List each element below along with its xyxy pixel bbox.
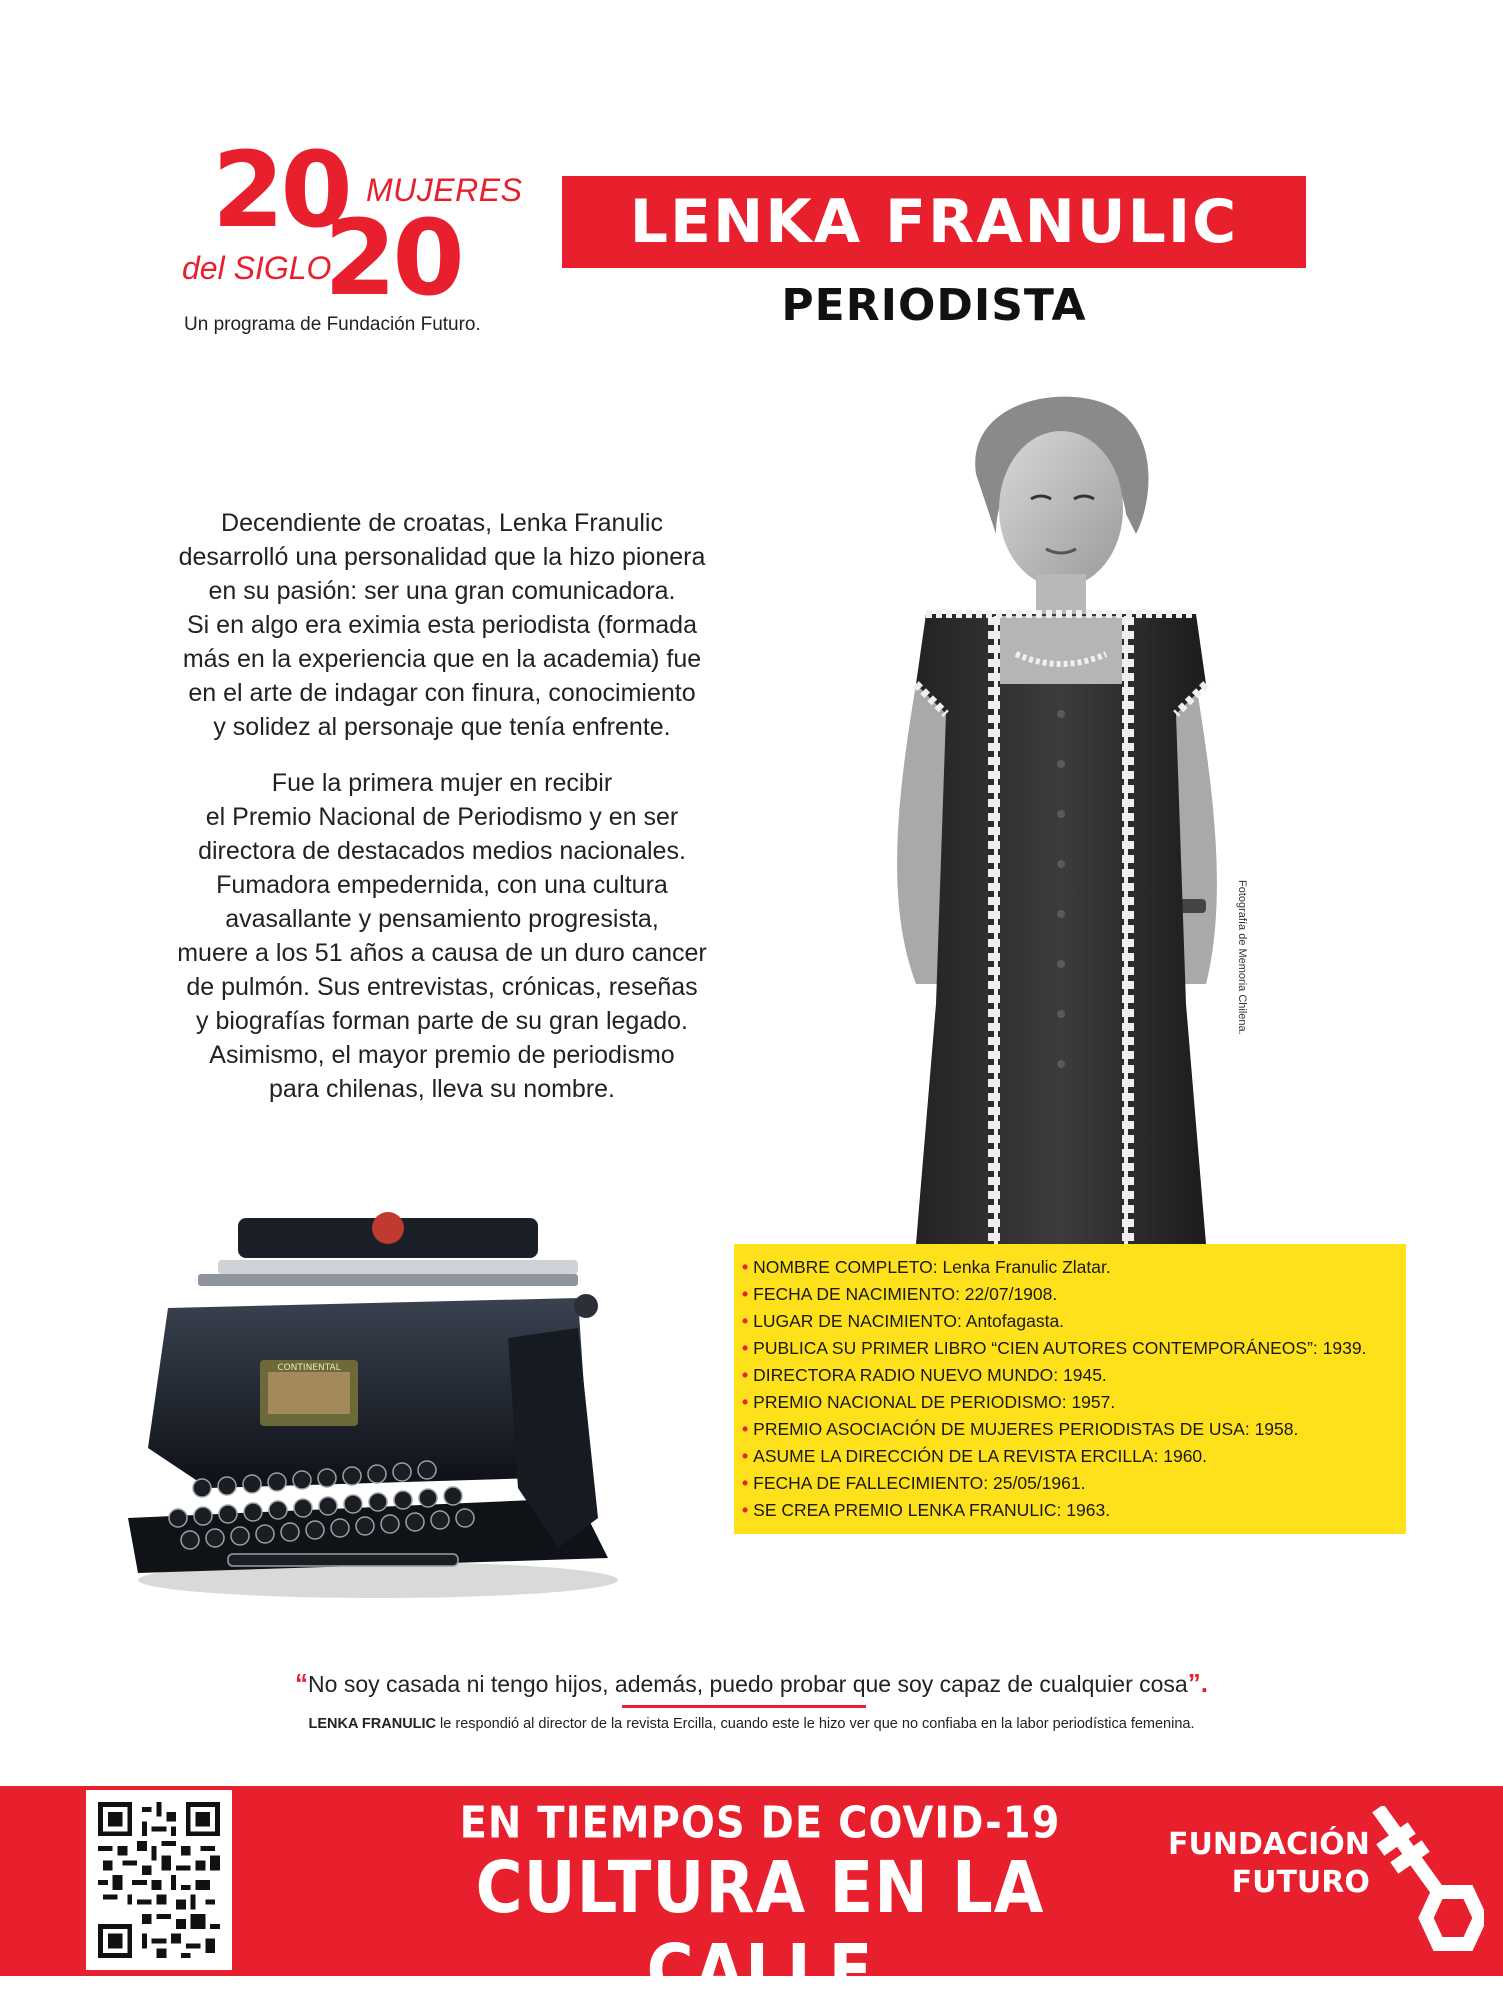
fundacion-futuro-wordmark: [1168, 1826, 1370, 1902]
photo-credit: Fotografía de Memoria Chilena.: [1236, 880, 1248, 1035]
bio-line: avasallante y pensamiento progresista,: [225, 905, 659, 933]
bullet-icon: •: [742, 1419, 749, 1439]
bullet-icon: •: [742, 1446, 749, 1466]
bio-line: Asimismo, el mayor premio de periodismo: [209, 1041, 675, 1069]
bio-line: de pulmón. Sus entrevistas, crónicas, reseñas: [186, 973, 698, 1001]
bio-line: en su pasión: ser una gran comunicadora.: [208, 577, 676, 605]
quote-attribution: [60, 1716, 1443, 1732]
fact-row: • FECHA DE NACIMIENTO: 22/07/1908.: [742, 1284, 1058, 1304]
qr-code[interactable]: [86, 1790, 232, 1970]
bullet-icon: •: [742, 1500, 749, 1520]
logo-number-bottom: 20: [324, 197, 461, 319]
logo-program-text: Un programa de Fundación Futuro.: [184, 314, 481, 335]
bio-paragraph-2: [112, 766, 772, 1106]
logo-number-top: 20: [212, 129, 349, 251]
bullet-icon: •: [742, 1284, 749, 1304]
open-quote-mark: “: [295, 1668, 309, 1698]
bio-paragraph-1: [112, 506, 772, 744]
bio-line: Si en algo era eximia esta periodista (formada: [187, 611, 697, 639]
typewriter-image: [108, 1188, 628, 1608]
bullet-icon: •: [742, 1392, 749, 1412]
bullet-icon: •: [742, 1365, 749, 1385]
fact-row: • LUGAR DE NACIMIENTO: Antofagasta.: [742, 1311, 1065, 1331]
fact-row: • DIRECTORA RADIO NUEVO MUNDO: 1945.: [742, 1365, 1107, 1385]
fact-row: • ASUME LA DIRECCIÓN DE LA REVISTA ERCILLA: 1960.: [742, 1446, 1208, 1466]
bio-line: Decendiente de croatas, Lenka Franulic: [221, 509, 663, 537]
bio-line: desarrolló una personalidad que la hizo pionera: [178, 543, 706, 571]
bio-line: el Premio Nacional de Periodismo y en ser: [205, 803, 679, 831]
footer-line-2: CULTURA EN LA CALLE: [475, 1847, 1045, 2000]
fact-row: • PREMIO ASOCIACIÓN DE MUJERES PERIODISTAS DE USA: 1958.: [742, 1419, 1299, 1439]
bullet-icon: •: [742, 1257, 749, 1277]
fact-row: • SE CREA PREMIO LENKA FRANULIC: 1963.: [742, 1500, 1111, 1520]
footer-line-1: EN TIEMPOS DE COVID-19: [459, 1797, 1061, 1849]
bio-line: Fumadora empedernida, con una cultura: [216, 871, 668, 899]
close-quote-mark: ”.: [1187, 1668, 1208, 1698]
quote-text: No soy casada ni tengo hijos, además, puedo probar que soy capaz de cualquier cosa: [308, 1671, 1188, 1697]
bio-line: Fue la primera mujer en recibir: [271, 769, 613, 797]
fact-row: • PREMIO NACIONAL DE PERIODISMO: 1957.: [742, 1392, 1116, 1412]
fact-row: • PUBLICA SU PRIMER LIBRO “CIEN AUTORES CONTEMPORÁNEOS”: 1939.: [742, 1338, 1367, 1358]
title-banner: [562, 176, 1306, 268]
fact-row: • FECHA DE FALLECIMIENTO: 25/05/1961.: [742, 1473, 1086, 1493]
typewriter-brand: CONTINENTAL: [277, 1363, 341, 1373]
quote-author: LENKA FRANULIC: [308, 1716, 437, 1732]
quote-context: le respondió al director de la revista Ercilla, cuando este le hizo ver que no confiaba en la labor periodística femenina.: [436, 1716, 1195, 1732]
bullet-icon: •: [742, 1473, 749, 1493]
bullet-icon: •: [742, 1311, 749, 1331]
bio-line: muere a los 51 años a causa de un duro cancer: [177, 939, 707, 967]
profession-subtitle: PERIODISTA: [781, 280, 1087, 331]
bio-line: en el arte de indagar con finura, conocimiento: [188, 679, 696, 707]
quote-underline: [622, 1705, 866, 1708]
fund-name-line-1: FUNDACIÓN: [1168, 1827, 1370, 1862]
bio-line: y solidez al personaje que tenía enfrente.: [213, 713, 671, 741]
bio-line: para chilenas, lleva su nombre.: [268, 1075, 616, 1103]
key-logo-icon: [1364, 1806, 1484, 1956]
facts-box: [734, 1244, 1406, 1534]
logo-mujeres: MUJERES: [366, 172, 523, 208]
quote: [60, 1668, 1443, 1699]
bio-line: más en la experiencia que en la academia) fue: [182, 645, 702, 673]
bullet-icon: •: [742, 1338, 749, 1358]
bio-line: y biografías forman parte de su gran legado.: [196, 1007, 688, 1035]
fact-row: • NOMBRE COMPLETO: Lenka Franulic Zlatar.: [742, 1257, 1111, 1277]
logo-del-siglo: del SIGLO: [182, 250, 332, 286]
bio-line: directora de destacados medios nacionales.: [198, 837, 686, 865]
fund-name-line-2: FUTURO: [1231, 1865, 1370, 1900]
portrait-photo: [856, 384, 1256, 1244]
program-logo: [176, 129, 523, 340]
page-title: LENKA FRANULIC: [629, 187, 1239, 257]
